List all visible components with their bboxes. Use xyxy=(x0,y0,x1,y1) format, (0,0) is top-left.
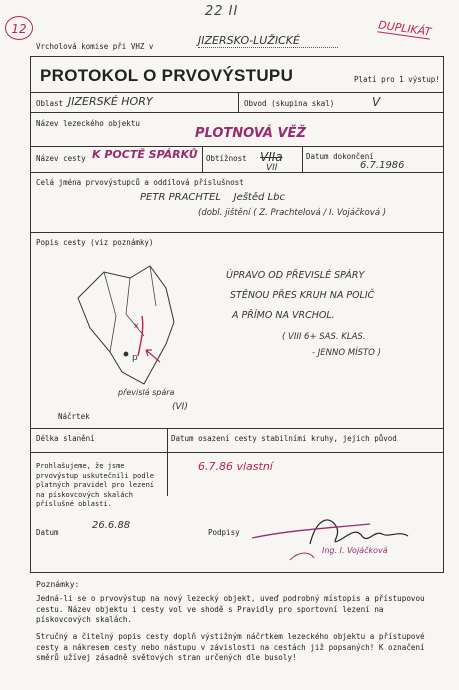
signature xyxy=(250,500,440,570)
top-code: 22 II xyxy=(205,4,239,19)
popis-line-3: A PŘÍMO NA VRCHOL. xyxy=(232,310,335,321)
page-number-badge xyxy=(5,16,33,40)
objekt-value: PLOTNOVÁ VĚŽ xyxy=(195,126,306,141)
duplicate-stamp: DUPLIKÁT xyxy=(377,18,432,39)
signature-note: Ing. I. Vojáčková xyxy=(322,546,388,555)
datum-label-2: Datum xyxy=(36,528,59,537)
osazeni-value: 6.7.86 vlastní xyxy=(198,460,273,473)
jmena-label: Celá jména prvovýstupců a oddílová příslušnost xyxy=(36,178,244,187)
obvod-value: V xyxy=(372,95,381,109)
podpisy-label: Podpisy xyxy=(208,528,240,537)
jmena-line-1: PETR PRACHTEL Ještěd Lbc xyxy=(140,192,285,203)
validity-note: Platí pro 1 výstup! xyxy=(354,75,440,84)
sketch-rock-inner xyxy=(104,266,156,352)
obtiznost-label: Obtížnost xyxy=(206,154,247,163)
obtiznost-correction: VII xyxy=(266,163,278,173)
poznamky-paragraph-1: Jedná-li se o prvovýstup na nový lezecký objekt, uveď podrobný místopis a přístupovou cestu. Název objektu i cesty vol ve shodě s Pravidly pro sportovní lezení na pískovcových skalách. xyxy=(36,594,425,624)
svg-text:x: x xyxy=(134,321,139,330)
popis-line-2: STĚNOU PŘES KRUH NA POLIČ xyxy=(230,290,375,301)
cesta-label: Název cesty xyxy=(36,154,86,163)
obtiznost-value: VIIa xyxy=(260,150,283,164)
delka-label: Délka slanění xyxy=(36,434,95,443)
cesta-value: K POCTĚ SPÁRKŮ xyxy=(92,148,198,161)
objekt-label: Název lezeckého objektu xyxy=(36,119,140,128)
oblast-value: JIZERSKÉ HORY xyxy=(68,95,153,108)
datum-value-2: 26.6.88 xyxy=(92,520,131,531)
popis-line-4: ( VIII 6+ SAS. KLAS. xyxy=(282,332,366,342)
page-title: PROTOKOL O PRVOVÝSTUPU xyxy=(40,66,294,85)
jmena-line-2: (dobl. jištění ( Z. Prachtelová / I. Vojáčková ) xyxy=(198,208,387,218)
poznamky-paragraph-2: Stručný a čitelný popis cesty doplň výstižným náčrtkem lezeckého objektu a přístupové cesty a nákresem cesty nebo nástupu v závislosti na cestách již popsaných! K označení směrů užívej zásadně světových stran určených dle busoly! xyxy=(36,632,425,662)
sketch-rock-outline xyxy=(78,266,174,384)
datum-label: Datum dokončení xyxy=(306,152,374,161)
datum-value: 6.7.1986 xyxy=(360,160,405,171)
svg-text:p: p xyxy=(132,353,138,363)
route-sketch xyxy=(70,258,220,408)
oblast-label: Oblast xyxy=(36,99,64,108)
prohlaseni-text: Prohlašujeme, že jsme prvovýstup uskutečnili podle platných pravidel pro lezení na pískovcových skalách příslušné oblasti. xyxy=(36,462,155,509)
sketch-arrow xyxy=(146,350,160,362)
popis-label: Popis cesty (viz poznámky) xyxy=(36,238,154,247)
commission-value: JIZERSKO-LUŽICKÉ xyxy=(198,34,338,48)
popis-line-1: ÚPRAVO OD PŘEVISLÉ SPÁRY xyxy=(226,270,365,281)
poznamky-title: Poznámky: xyxy=(36,580,80,589)
popis-line-5: - JENNO MÍSTO ) xyxy=(312,348,381,358)
obvod-label: Obvod (skupina skal) xyxy=(244,99,335,108)
page-number: 12 xyxy=(11,22,27,36)
commission-label: Vrcholová komise při VHZ v xyxy=(36,42,154,51)
osazeni-label: Datum osazení cesty stabilními kruhy, jejich původ xyxy=(171,434,397,443)
sketch-label: Náčrtek xyxy=(58,412,90,421)
sketch-grade: (VI) xyxy=(172,402,188,412)
sketch-note: převislá spára xyxy=(118,388,175,397)
